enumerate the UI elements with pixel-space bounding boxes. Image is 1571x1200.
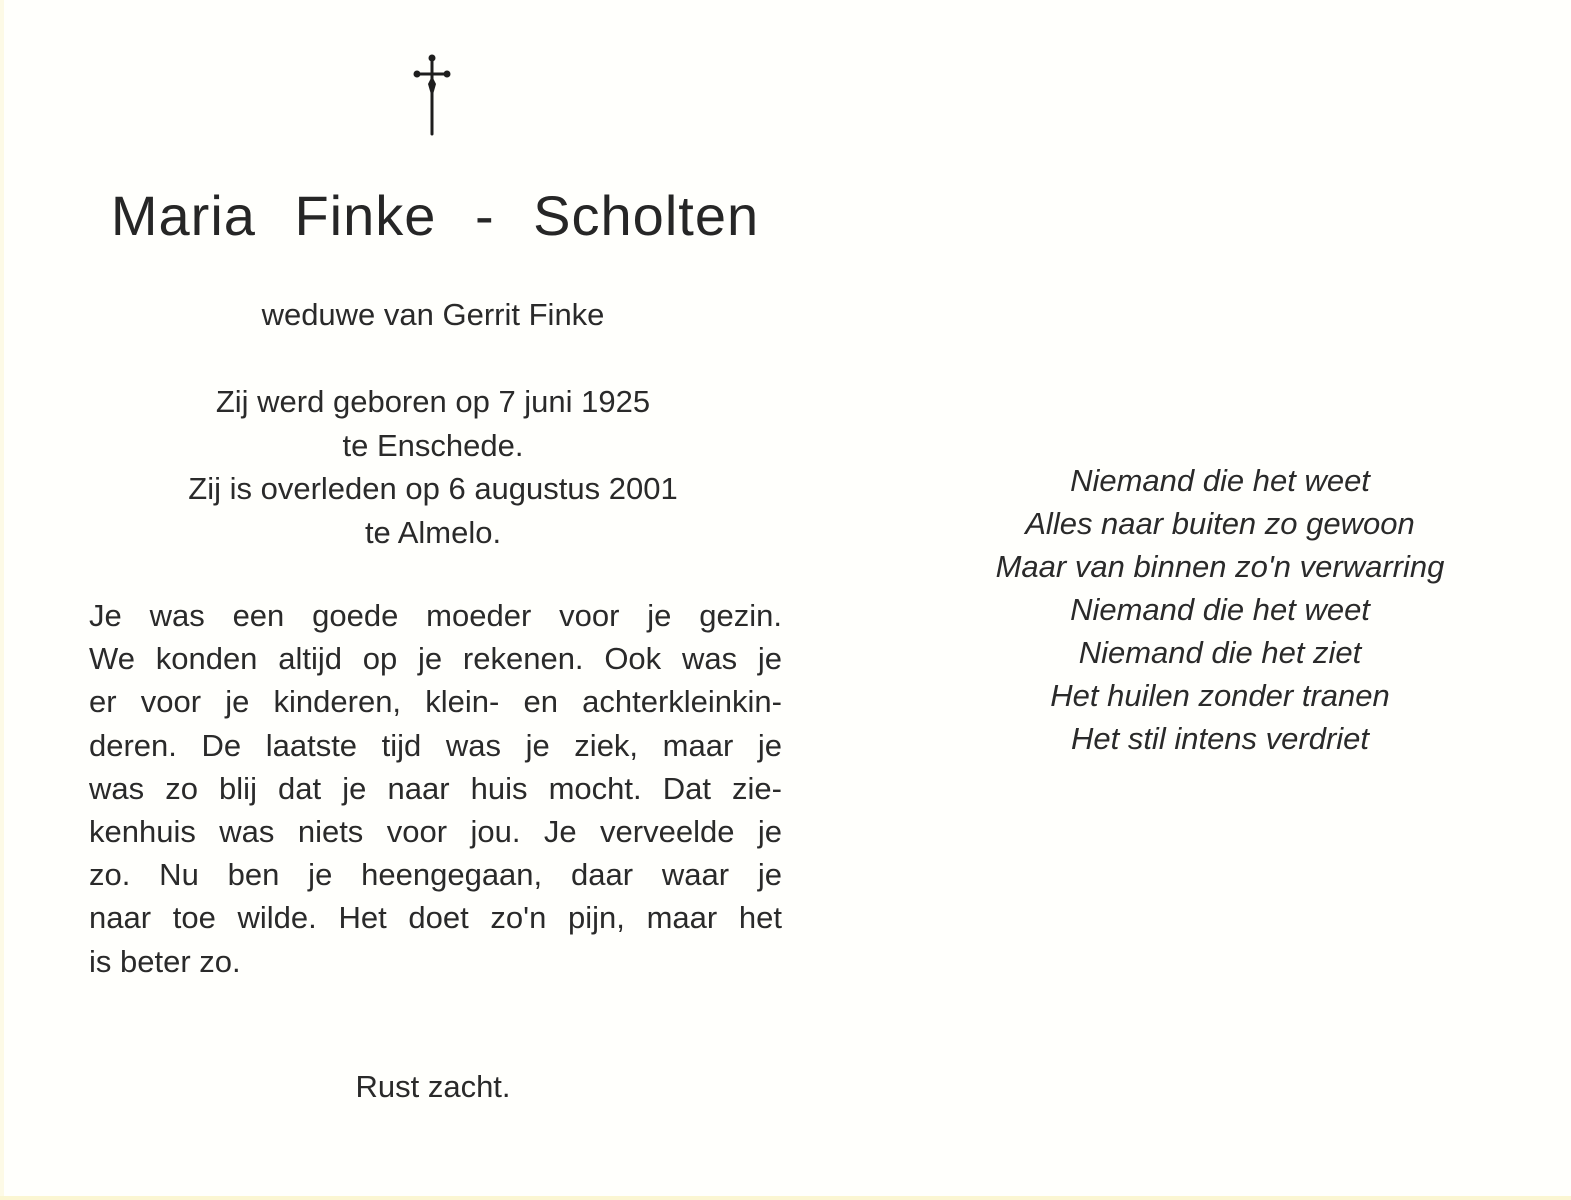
tribute-line: deren. De laatste tijd was je ziek, maar je <box>89 727 782 763</box>
tribute-line: naar toe wilde. Het doet zo'n pijn, maar het <box>89 900 782 936</box>
poem-line: Maar van binnen zo'n verwarring <box>995 549 1445 584</box>
tribute-line: zo. Nu ben je heengegaan, daar waar je <box>89 857 782 893</box>
tribute-line: er voor je kinderen, klein- en achterkleinkin- <box>89 684 782 720</box>
birth-place-line: te Enschede. <box>342 427 524 463</box>
widow-of-line: weduwe van Gerrit Finke <box>261 297 605 332</box>
tribute-line: was zo blij dat je naar huis mocht. Dat zie- <box>89 770 782 806</box>
tribute-text <box>89 594 782 983</box>
deceased-name: Maria Finke - Scholten <box>110 184 760 247</box>
tribute-line: We konden altijd op je rekenen. Ook was je <box>89 641 782 677</box>
tribute-line: is beter zo. <box>89 943 241 979</box>
poem-line: Alles naar buiten zo gewoon <box>1025 506 1415 541</box>
poem <box>940 459 1500 760</box>
life-dates <box>90 380 776 554</box>
cross-icon <box>413 54 451 136</box>
poem-line: Niemand die het weet <box>1070 463 1370 498</box>
death-date-line: Zij is overleden op 6 augustus 2001 <box>188 471 678 506</box>
poem-line: Het huilen zonder tranen <box>1050 678 1390 713</box>
tribute-line: kenhuis was niets voor jou. Je verveelde je <box>89 814 782 850</box>
birth-date-line: Zij werd geboren op 7 juni 1925 <box>215 384 651 419</box>
poem-line: Niemand die het weet <box>1070 592 1370 627</box>
tribute-line: Je was een goede moeder voor je gezin. <box>89 598 782 633</box>
death-place-line: te Almelo. <box>364 514 502 550</box>
poem-line: Niemand die het ziet <box>1078 635 1362 670</box>
poem-line: Het stil intens verdriet <box>1070 721 1370 756</box>
closing-words: Rust zacht. <box>355 1069 511 1104</box>
